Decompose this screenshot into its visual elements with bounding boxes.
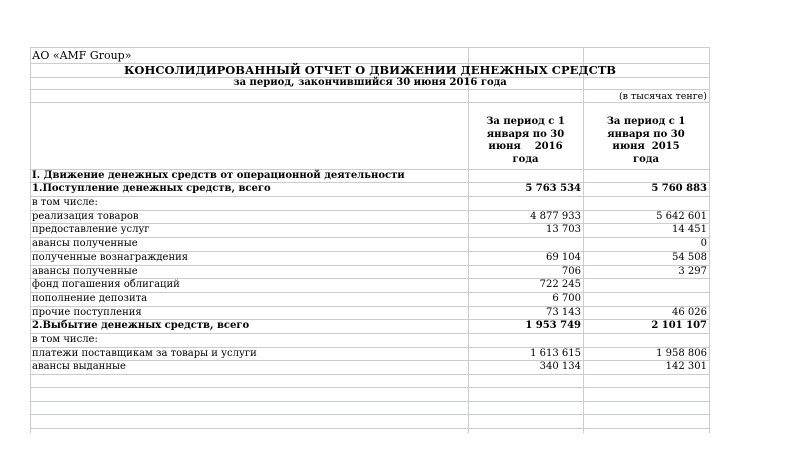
section-header: I. Движение денежных средств от операционной деятельности [32, 170, 405, 181]
row-label: авансы выданные [32, 361, 126, 372]
row-value-2016: 73 143 [546, 307, 581, 318]
row-value-2015: 14 451 [672, 224, 707, 235]
row-value-2016: 5 763 534 [525, 183, 581, 194]
row-value-2015: 46 026 [672, 307, 707, 318]
header-line: За период с 1 [606, 116, 686, 127]
grid-line [30, 47, 31, 433]
grid-line [30, 387, 710, 388]
row-value-2016: 69 104 [546, 252, 581, 263]
units-note: (в тысячах тенге) [618, 91, 707, 102]
header-line: года [633, 153, 659, 165]
row-value-2016: 706 [561, 266, 581, 277]
row-label: 2.Выбытие денежных средств, всего [32, 320, 250, 331]
header-line: За период с 1 [486, 116, 565, 127]
row-value-2016: 722 245 [539, 279, 581, 290]
row-value-2015: 5 760 883 [651, 183, 707, 194]
row-value-2015: 3 297 [678, 266, 707, 277]
report-subtitle: за период, закончившийся 30 июня 2016 года [233, 77, 507, 88]
row-value-2016: 6 700 [552, 293, 581, 304]
row-value-2015: 2 101 107 [651, 320, 707, 331]
column-header-2016 [468, 116, 583, 166]
header-line: года [512, 153, 539, 165]
grid-line [30, 47, 710, 48]
grid-line [30, 414, 710, 415]
spreadsheet [30, 47, 710, 433]
row-label: авансы полученные [32, 238, 138, 249]
row-label: реализация товаров [32, 211, 139, 222]
row-value-2016: 13 703 [546, 224, 581, 235]
row-value-2015: 142 301 [665, 361, 707, 372]
grid-line [30, 374, 710, 375]
grid-line [30, 89, 710, 90]
header-line: января по 30 [486, 128, 565, 140]
column-header-2015 [583, 116, 709, 166]
row-label: платежи поставщикам за товары и услуги [32, 348, 257, 359]
grid-line [30, 401, 710, 402]
row-label: прочие поступления [32, 307, 142, 318]
report-title: КОНСОЛИДИРОВАННЫЙ ОТЧЕТ О ДВИЖЕНИИ ДЕНЕЖНЫХ СРЕДСТВ [123, 63, 617, 77]
row-label: в том числе: [32, 197, 98, 208]
row-label: фонд погашения облигаций [32, 279, 180, 290]
row-value-2015: 1 958 806 [656, 348, 707, 359]
company-name: АО «AMF Group» [32, 49, 132, 62]
row-value-2015: 0 [700, 238, 707, 249]
header-line: июня 2016 [488, 141, 563, 152]
row-label: авансы полученные [32, 266, 138, 277]
row-value-2016: 4 877 933 [530, 211, 581, 222]
row-label: в том числе: [32, 334, 98, 345]
grid-line [709, 47, 710, 433]
grid-line [30, 196, 710, 197]
row-value-2015: 54 508 [672, 252, 707, 263]
grid-line [30, 333, 710, 334]
row-value-2015: 5 642 601 [656, 211, 707, 222]
row-label: 1.Поступление денежных средств, всего [32, 183, 271, 194]
row-label: полученные вознаграждения [32, 252, 189, 263]
grid-line [30, 428, 710, 429]
row-value-2016: 1 613 615 [530, 348, 581, 359]
row-value-2016: 340 134 [539, 361, 581, 372]
row-label: пополнение депозита [32, 293, 148, 304]
row-value-2016: 1 953 749 [525, 320, 581, 331]
grid-line [468, 47, 469, 433]
row-label: предоставление услуг [32, 224, 150, 235]
header-line: января по 30 [607, 128, 685, 140]
header-line: июня 2015 [612, 141, 680, 152]
